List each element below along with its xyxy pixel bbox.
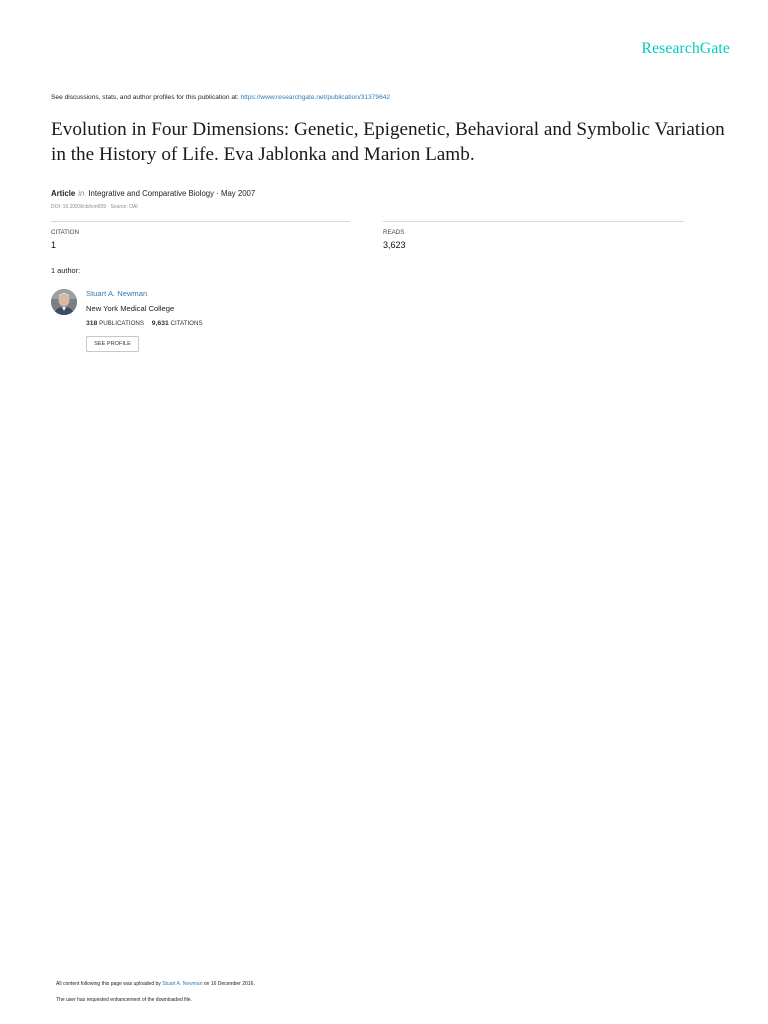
- citation-divider: [51, 221, 350, 222]
- publication-title: Evolution in Four Dimensions: Genetic, Epigenetic, Behavioral and Symbolic Variation in the History of Life. Eva Jablonka and Marion Lamb.: [51, 119, 725, 165]
- see-profile-button[interactable]: SEE PROFILE: [86, 336, 139, 352]
- author-institution: New York Medical College: [86, 304, 175, 313]
- authors-heading: 1 author:: [51, 266, 81, 275]
- publication-type: Article: [51, 189, 76, 198]
- publication-url-link[interactable]: https://www.researchgate.net/publication/31379642: [240, 94, 391, 101]
- journal-name: Integrative and Comparative Biology · May 2007: [88, 189, 256, 198]
- publications-label: PUBLICATIONS: [99, 320, 145, 327]
- doi-line: DOI: 10.1093/icb/icm009 · Source: OAI: [51, 204, 138, 210]
- researchgate-logo[interactable]: ResearchGate: [641, 40, 730, 57]
- upload-note: [56, 981, 255, 987]
- discussion-line: [51, 94, 390, 101]
- enhancement-note: The user has requested enhancement of the downloaded file.: [56, 997, 192, 1003]
- reads-divider: [383, 221, 684, 222]
- author-metrics: [86, 320, 203, 327]
- citation-label: CITATION: [51, 229, 79, 236]
- citations-count: 9,631: [151, 320, 169, 327]
- upload-prefix: All content following this page was uploaded by: [56, 981, 161, 987]
- discussion-prefix: See discussions, stats, and author profiles for this publication at:: [51, 94, 239, 101]
- author-avatar[interactable]: [51, 289, 77, 315]
- citation-count: 1: [51, 240, 57, 250]
- upload-suffix: on 16 December 2016.: [203, 981, 255, 987]
- reads-label: READS: [383, 229, 405, 236]
- reads-count: 3,623: [383, 240, 406, 250]
- publications-count: 318: [86, 320, 98, 327]
- publication-meta: [51, 189, 255, 198]
- citations-label: CITATIONS: [170, 320, 203, 327]
- in-label: in: [78, 189, 85, 198]
- author-photo-icon: [51, 289, 77, 315]
- author-name-link[interactable]: Stuart A. Newman: [86, 289, 148, 298]
- uploader-link[interactable]: Stuart A. Newman: [162, 981, 203, 987]
